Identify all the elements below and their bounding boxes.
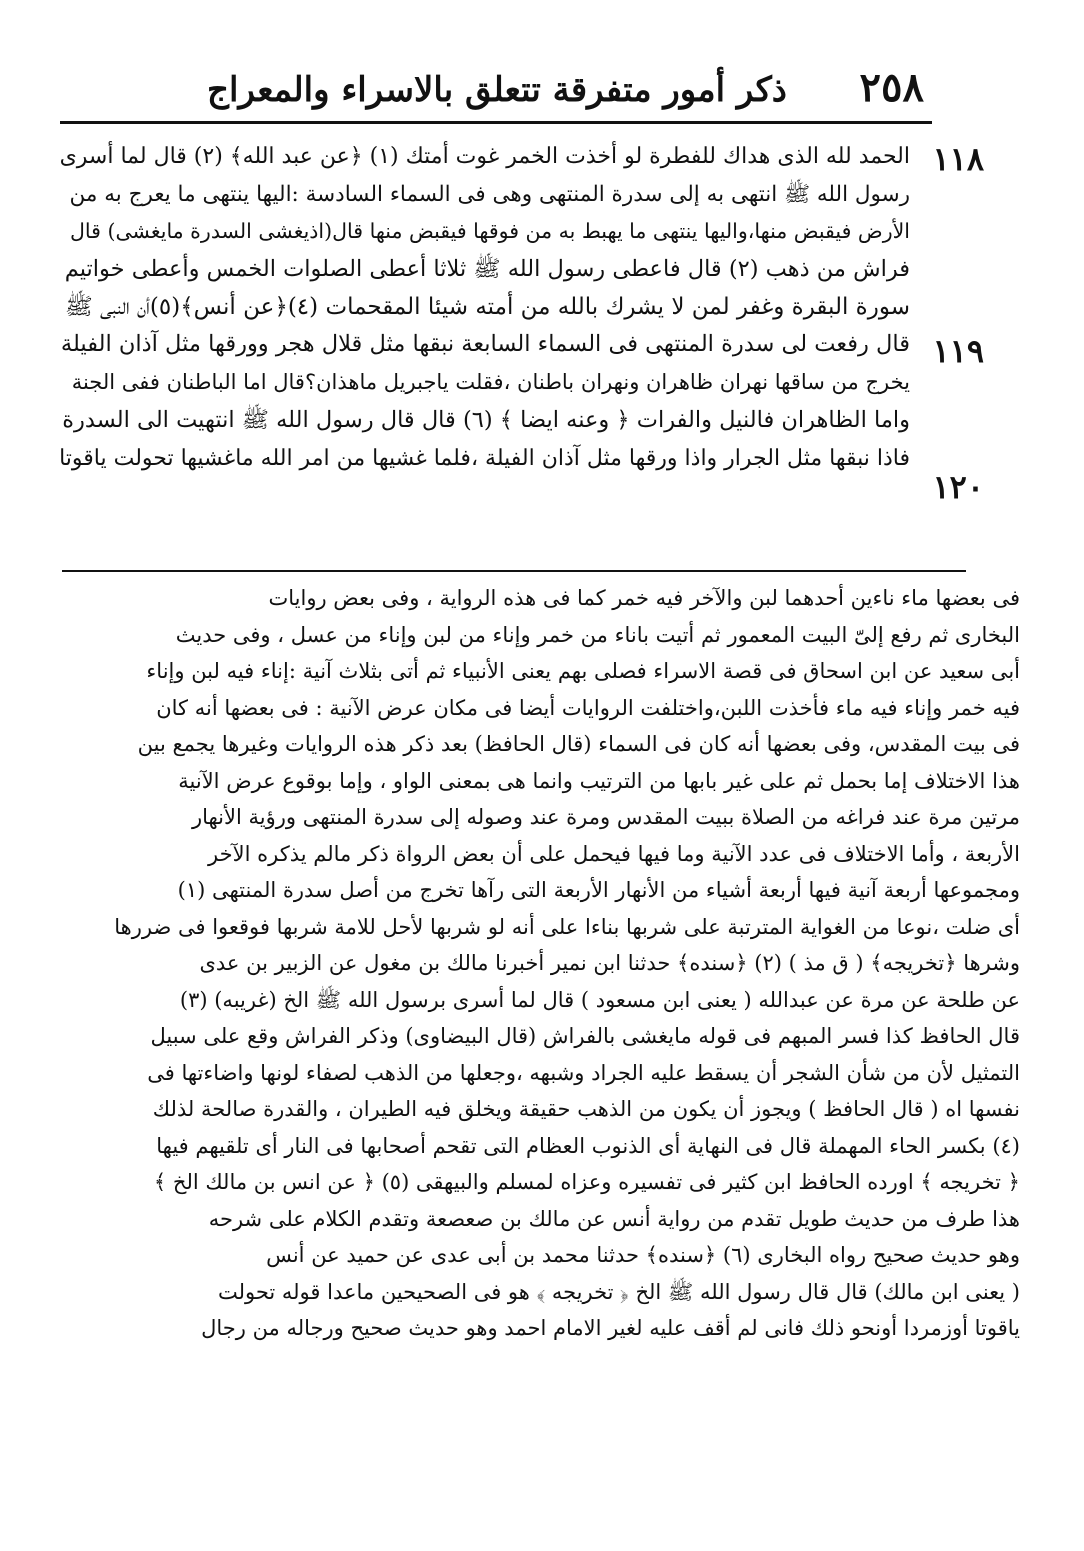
footnote-line-text: وشرها ﴿تخريجه﴾ ( ق مذ ) (٢) ﴿سنده﴾ حدثنا ابن نمير أخبرنا مالك بن مغول عن الزبير بن عدى [199, 951, 1020, 975]
footnote-line-text: وهو حديث صحيح رواه البخارى (٦) ﴿سنده﴾ حدثنا محمد بن أبى عدى عن حميد عن أنس [266, 1243, 1020, 1267]
footnote-line [62, 653, 1020, 690]
main-text-line-text: رسول الله ﷺ انتهى به إلى سدرة المنتهى وهى فى السماء السادسة :اليها ينتهى ما يعرج به من [69, 181, 910, 207]
footnote-line-text: قال الحافظ كذا فسر المبهم فى قوله مايغشى بالفراش (قال البيضاوى) وذكر الفراش وقع على سبيل [150, 1024, 1020, 1048]
footnote-line [62, 909, 1020, 946]
main-text-line-text: فاذا نبقها مثل الجرار واذا ورقها مثل آذان الفيلة ،فلما غشيها من امر الله ماغشيها تحولت ياقوتا [59, 445, 910, 471]
footnotes [62, 580, 1020, 1347]
main-text-line-text: يخرج من ساقها نهران ظاهران ونهران باطنان ،فقلت ياجبريل ماهذان؟قال اما الباطنان ففى الجنة [71, 370, 910, 395]
page-number: ٢٥٨ [859, 64, 924, 111]
footnote-line [62, 1164, 1020, 1201]
footnote-line-text: ﴿ تخريجه ﴾ اورده الحافظ ابن كثير فى تفسيره وعزاه لمسلم والبيهقى (٥) ﴿ عن انس بن مالك الخ ﴾ [153, 1170, 1020, 1194]
footnote-line-text: ومجموعها أربعة آنية فيها أربعة أشياء من الأنهار الأربعة التى رآها تخرج من أصل سدرة المنتهى (١) [177, 878, 1020, 902]
footnote-line [62, 617, 1020, 654]
running-title: ذكر أمور متفرقة تتعلق بالاسراء والمعراج [207, 70, 787, 110]
footnote-line [62, 1310, 1020, 1347]
footnote-line-text: (٤) بكسر الحاء المهملة قال فى النهاية أى الذنوب العظام التى تقحم أصحابها فى النار أى تلقيهم فيها [156, 1133, 1020, 1158]
footnote-line-text: فى بعضها ماء ناءين أحدهما لبن والآخر فيه خمر كما فى هذه الرواية ، وفى بعض روايات [268, 586, 1020, 610]
main-text-line [58, 440, 910, 478]
footnote-line [62, 1201, 1020, 1238]
footnote-divider [62, 570, 966, 572]
footnote-line [62, 1274, 1020, 1311]
footnote-line-text: أبى سعيد عن ابن اسحاق فى قصة الاسراء فصلى بهم يعنى الأنبياء ثم أتى بثلاث آنية :إناء فيه لبن وإناء [146, 659, 1020, 683]
footnote-line-text: أى ضلت ،نوعا من الغواية المترتبة على شربها بناءا على أنه لو شربها لأحل للامة شربها فوقعوا فى ضررها [114, 914, 1020, 939]
footnote-line-text: ( يعنى ابن مالك) قال قال رسول الله ﷺ الخ ﴿ تخريجه ﴾ هو فى الصحيحين ماعدا قوله تحولت [217, 1279, 1020, 1304]
main-text-line [58, 138, 910, 176]
main-text-line [58, 213, 910, 251]
footnote-line [62, 1018, 1020, 1055]
footnote-line-text: نفسها اه ( قال الحافظ ) ويجوز أن يكون من الذهب حقيقة ويخلق فيه الطيران ، والقدرة صالحة لذلك [152, 1097, 1020, 1121]
main-text-line [58, 364, 910, 402]
footnote-line [62, 690, 1020, 727]
footnote-line-text: هذا الاختلاف إما بحمل ثم على غير بابها من الترتيب وانما هى بمعنى الواو ، وإما بوقوع عرض الآنية [178, 768, 1020, 793]
main-text-line [58, 289, 910, 327]
main-text-line-text: قال رفعت لى سدرة المنتهى فى السماء السابعة نبقها مثل قلال هجر وورقها مثل آذان الفيلة [60, 331, 910, 358]
page-header [60, 62, 934, 118]
footnote-line [62, 945, 1020, 982]
header-rule [60, 121, 932, 124]
footnote-line [62, 836, 1020, 873]
footnote-line [62, 872, 1020, 909]
main-text [58, 138, 910, 477]
hadith-number: ١١٩ [932, 332, 984, 370]
main-text-line [58, 326, 910, 364]
footnote-line-text: فى بيت المقدس، وفى بعضها أنه كان فى السماء (قال الحافظ) بعد ذكر هذه الروايات وغيرها يجمع بين [137, 732, 1020, 756]
footnote-line-text: البخارى ثم رفع إلىّ البيت المعمور ثم أتيت باناء من خمر وإناء من لبن وإناء من عسل ، وفى حديث [175, 622, 1020, 647]
hadith-number: ١١٨ [932, 140, 984, 178]
footnote-line [62, 726, 1020, 763]
footnote-line-text: التمثيل لأن من شأن الشجر أن يسقط عليه الجراد وشبهه ،وجعلها من الذهب لصفاء لونها واضاءتها فى [147, 1060, 1020, 1085]
footnote-line-text: الأربعة ، وأما الاختلاف فى عدد الآنية وما فيها فيحمل على أن بعض الرواة ذكر مالم يذكره الآخر [208, 841, 1020, 866]
footnote-line-text: هذا طرف من حديث طويل تقدم من رواية أنس عن مالك بن صعصعة وتقدم الكلام على شرحه [208, 1206, 1020, 1231]
footnote-line [62, 580, 1020, 617]
footnote-line [62, 982, 1020, 1019]
footnote-line-text: عن طلحة عن مرة عن عبدالله ( يعنى ابن مسعود ) قال لما أسرى برسول الله ﷺ الخ (غريبه) (٣) [179, 987, 1020, 1012]
main-text-line [58, 251, 910, 289]
main-text-line [58, 176, 910, 214]
main-text-line-text: الأرض فيقبض منها،واليها ينتهى ما يهبط به من فوقها فيقبض منها قال(اذيغشى السدرة مايغشى) قال [70, 219, 910, 244]
footnote-line-text: فيه خمر وإناء فيه ماء فأخذت اللبن،واختلفت الروايات أيضا فى مكان عرض الآنية : فى بعضها أنه كان [156, 695, 1020, 720]
footnote-line [62, 1091, 1020, 1128]
footnote-line [62, 1055, 1020, 1092]
hadith-number: ١٢٠ [932, 468, 984, 506]
main-text-line-text: فراش من ذهب (٢) قال فاعطى رسول الله ﷺ ثلاثا أعطى الصلوات الخمس وأعطى خواتيم [64, 256, 910, 283]
main-text-line-text: سورة البقرة وغفر لمن لا يشرك بالله من أمته شيئا المقحمات (٤)﴿عن أنس﴾(٥)أن النبى ﷺ [64, 293, 910, 320]
footnote-line-text: ياقوتا أوزمردا أونحو ذلك فانى لم أقف عليه لغير الامام احمد وهو حديث صحيح ورجاله من رجال [201, 1316, 1020, 1340]
main-text-line-text: الحمد لله الذى هداك للفطرة لو أخذت الخمر غوت أمتك (١) ﴿عن عبد الله﴾ (٢) قال لما أسرى [59, 144, 910, 169]
main-text-line [58, 402, 910, 440]
footnote-line [62, 1237, 1020, 1274]
main-text-line-text: واما الظاهران فالنيل والفرات ﴿ وعنه ايضا ﴾ (٦) قال قال رسول الله ﷺ انتهيت الى السدرة [62, 406, 910, 433]
footnote-line [62, 799, 1020, 836]
footnote-line-text: مرتين مرة عند فراغه من الصلاة ببيت المقدس ومرة عند وصوله إلى سدرة المنتهى ورؤية الأنهار [191, 805, 1020, 829]
footnote-line [62, 1128, 1020, 1165]
footnote-line [62, 763, 1020, 800]
